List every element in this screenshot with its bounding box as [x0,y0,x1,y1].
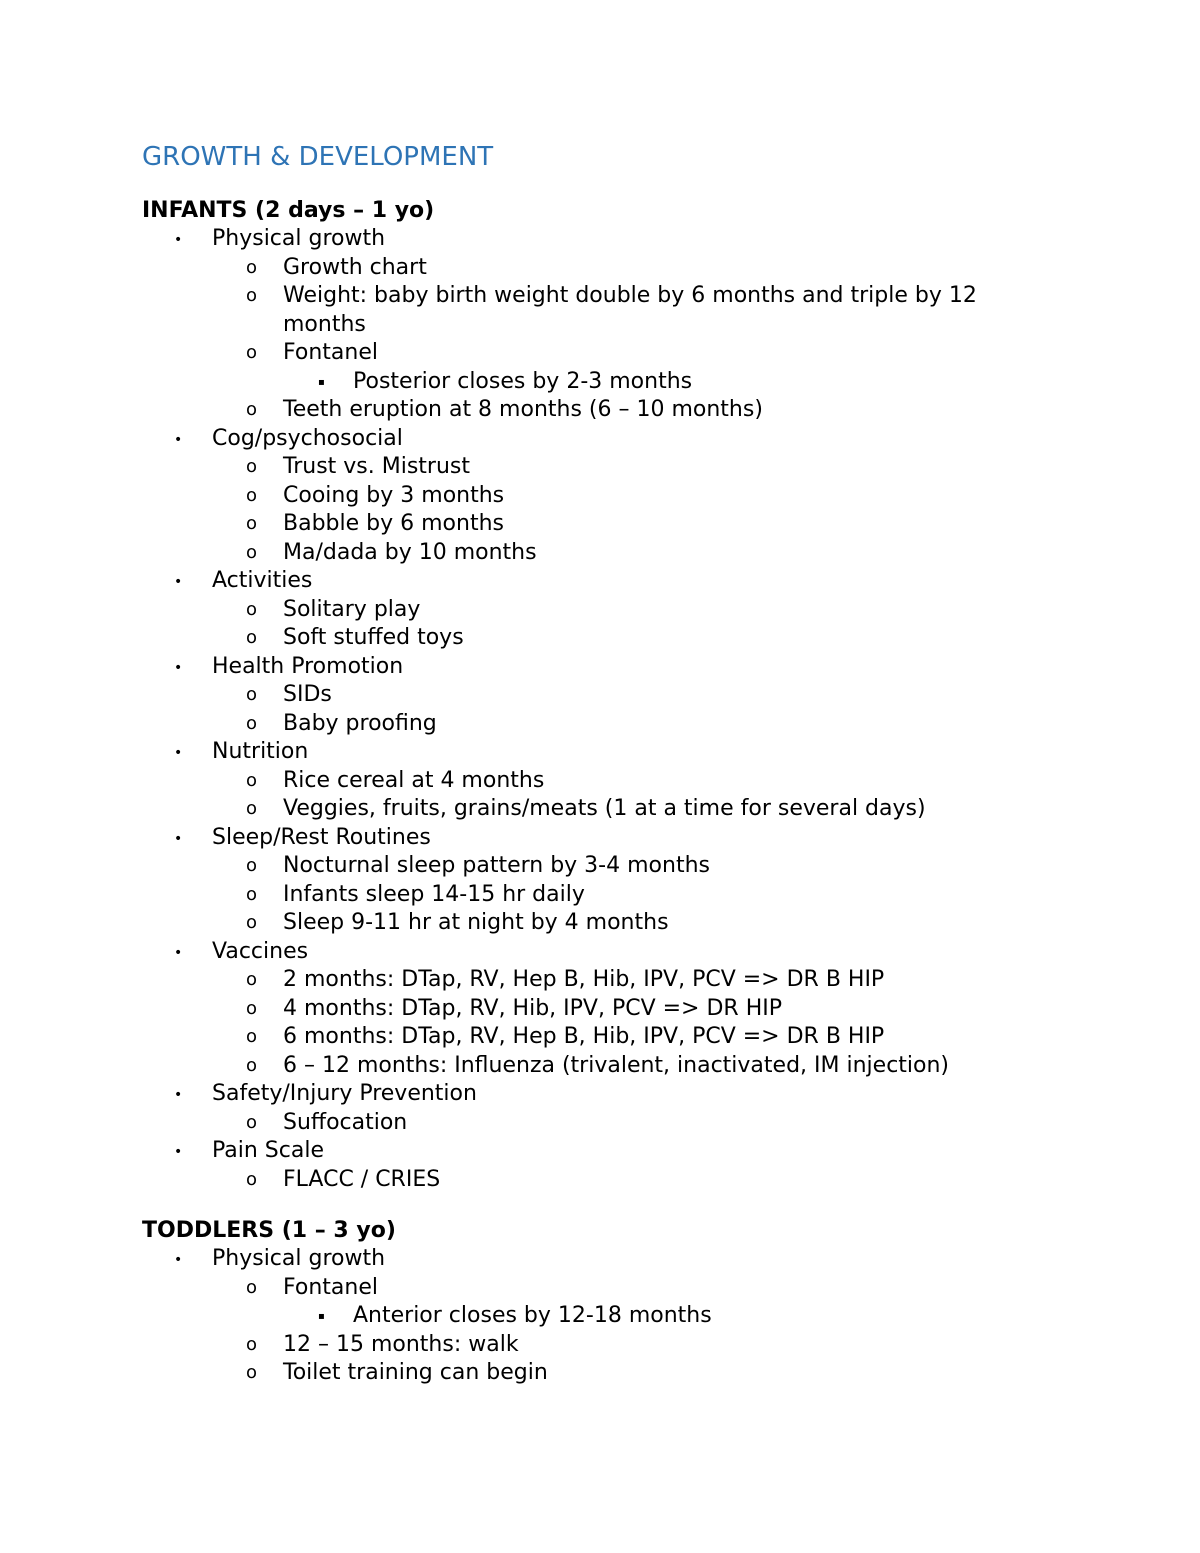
circle-bullet-icon: o [246,883,258,905]
bullet-icon: • [174,1252,183,1268]
circle-bullet-icon: o [246,1276,258,1298]
subtopic-label: Ma/dada by 10 months [283,539,537,565]
subtopic-item [212,1274,1142,1331]
circle-bullet-icon: o [246,798,258,819]
subtopic-item [212,1166,1142,1195]
circle-bullet-icon: o [246,912,258,933]
subtopic-label: Suffocation [283,1109,408,1135]
topic-item [142,824,1142,938]
bullet-icon: • [174,232,183,248]
topic-label: Safety/Injury Prevention [212,1081,477,1106]
subtopic-list [212,1166,1142,1195]
subtopic-label: Infants sleep 14-15 hr daily [283,881,585,907]
subtopic-list [212,852,1142,938]
subtopic-label: Babble by 6 months [283,511,504,536]
detail-label: Posterior closes by 2-3 months [353,368,693,394]
circle-bullet-icon: o [246,1168,258,1190]
topic-label: Physical growth [212,1246,386,1271]
circle-bullet-icon: o [246,256,258,278]
topic-label: Pain Scale [212,1138,324,1163]
subtopic-label: Sleep 9-11 hr at night by 4 months [283,910,669,935]
topic-label: Activities [212,568,313,593]
subtopic-item [212,1023,1142,1052]
toddlers-topic-list [142,1245,1142,1388]
bullet-icon: • [174,1144,183,1160]
square-bullet-icon: ▪ [318,1311,325,1322]
infants-topic-list [142,225,1142,1194]
section-heading-infants: INFANTS (2 days – 1 yo) [142,198,435,223]
circle-bullet-icon: o [246,342,258,363]
subtopic-item [212,510,1142,539]
circle-bullet-icon: o [246,769,258,791]
detail-item [283,1302,1142,1331]
subtopic-label: Nocturnal sleep pattern by 3-4 months [283,853,710,878]
detail-list [283,1302,1142,1331]
subtopic-item [212,852,1142,881]
square-bullet-icon: ▪ [318,376,325,388]
subtopic-item [212,1109,1142,1138]
topic-label: Health Promotion [212,653,404,679]
circle-bullet-icon: o [246,969,258,990]
topic-item [142,1080,1142,1137]
subtopic-item [212,881,1142,910]
detail-label: Anterior closes by 12-18 months [353,1303,712,1328]
subtopic-label: 2 months: DTap, RV, Hep B, Hib, IPV, PCV => DR B HIP [283,967,885,992]
topic-item [142,425,1142,568]
topic-item [142,1245,1142,1388]
bullet-icon: • [174,431,183,448]
subtopic-label: Fontanel [283,340,378,365]
topic-label: Vaccines [212,938,309,964]
circle-bullet-icon: o [246,541,258,563]
detail-item [283,368,1142,397]
subtopic-label: Trust vs. Mistrust [283,454,470,479]
subtopic-label: Weight: baby birth weight double by 6 months and triple by 12 months [283,283,977,337]
subtopic-item [212,710,1142,739]
subtopic-label: Growth chart [283,254,427,280]
bullet-icon: • [174,944,183,961]
subtopic-item [212,795,1142,824]
circle-bullet-icon: o [246,997,258,1019]
subtopic-label: Cooing by 3 months [283,482,505,508]
subtopic-item [212,995,1142,1024]
bullet-icon: • [174,659,183,676]
subtopic-label: Fontanel [283,1274,378,1300]
section-toddlers [142,1217,1142,1388]
detail-list [283,368,1142,397]
subtopic-item [212,482,1142,511]
subtopic-item [212,1359,1142,1388]
circle-bullet-icon: o [246,484,258,506]
subtopic-list [212,254,1142,425]
circle-bullet-icon: o [246,855,258,876]
circle-bullet-icon: o [246,684,258,705]
section-heading-toddlers: TODDLERS (1 – 3 yo) [142,1218,396,1243]
subtopic-item [212,966,1142,995]
bullet-icon: • [174,830,183,847]
subtopic-label: 6 – 12 months: Influenza (trivalent, inactivated, IM injection) [283,1052,950,1078]
section-infants [142,197,1142,1194]
subtopic-item [212,1331,1142,1360]
subtopic-list [212,767,1142,824]
subtopic-list [212,681,1142,738]
topic-label: Nutrition [212,739,309,764]
subtopic-item [212,539,1142,568]
subtopic-item [212,254,1142,283]
subtopic-label: Teeth eruption at 8 months (6 – 10 months) [283,397,763,422]
bullet-icon: • [174,574,183,590]
subtopic-list [212,966,1142,1080]
topic-item [142,225,1142,425]
subtopic-label: FLACC / CRIES [283,1166,441,1192]
subtopic-item [212,339,1142,396]
subtopic-label: 12 – 15 months: walk [283,1331,519,1357]
subtopic-label: Rice cereal at 4 months [283,767,545,793]
subtopic-item [212,396,1142,425]
topic-label: Sleep/Rest Routines [212,824,431,850]
subtopic-list [212,1274,1142,1388]
circle-bullet-icon: o [246,513,258,534]
subtopic-list [212,1109,1142,1138]
circle-bullet-icon: o [246,1362,258,1383]
circle-bullet-icon: o [246,285,258,306]
circle-bullet-icon: o [246,456,258,477]
circle-bullet-icon: o [246,712,258,734]
subtopic-item [212,681,1142,710]
circle-bullet-icon: o [246,1111,258,1133]
subtopic-item [212,624,1142,653]
subtopic-label: Baby proofing [283,710,437,736]
topic-item [142,567,1142,653]
circle-bullet-icon: o [246,1333,258,1355]
bullet-icon: • [174,745,183,761]
subtopic-item [212,1052,1142,1081]
document-title: GROWTH & DEVELOPMENT [142,142,494,172]
circle-bullet-icon: o [246,598,258,620]
circle-bullet-icon: o [246,627,258,648]
subtopic-label: Toilet training can begin [283,1360,548,1385]
circle-bullet-icon: o [246,1054,258,1076]
topic-label: Physical growth [212,226,386,251]
circle-bullet-icon: o [246,1026,258,1047]
subtopic-label: Veggies, fruits, grains/meats (1 at a time for several days) [283,796,926,821]
subtopic-label: SIDs [283,682,332,707]
subtopic-list [212,453,1142,567]
subtopic-item [212,453,1142,482]
subtopic-item [212,282,1142,339]
topic-item [142,653,1142,739]
subtopic-label: Solitary play [283,596,421,622]
subtopic-label: 6 months: DTap, RV, Hep B, Hib, IPV, PCV => DR B HIP [283,1024,885,1049]
topic-item [142,938,1142,1081]
subtopic-list [212,596,1142,653]
circle-bullet-icon: o [246,399,258,420]
topic-item [142,1137,1142,1194]
subtopic-label: 4 months: DTap, RV, Hib, IPV, PCV => DR HIP [283,995,782,1021]
subtopic-item [212,909,1142,938]
topic-item [142,738,1142,824]
topic-label: Cog/psychosocial [212,425,403,451]
subtopic-item [212,596,1142,625]
bullet-icon: • [174,1087,183,1103]
subtopic-label: Soft stuffed toys [283,625,464,650]
subtopic-item [212,767,1142,796]
